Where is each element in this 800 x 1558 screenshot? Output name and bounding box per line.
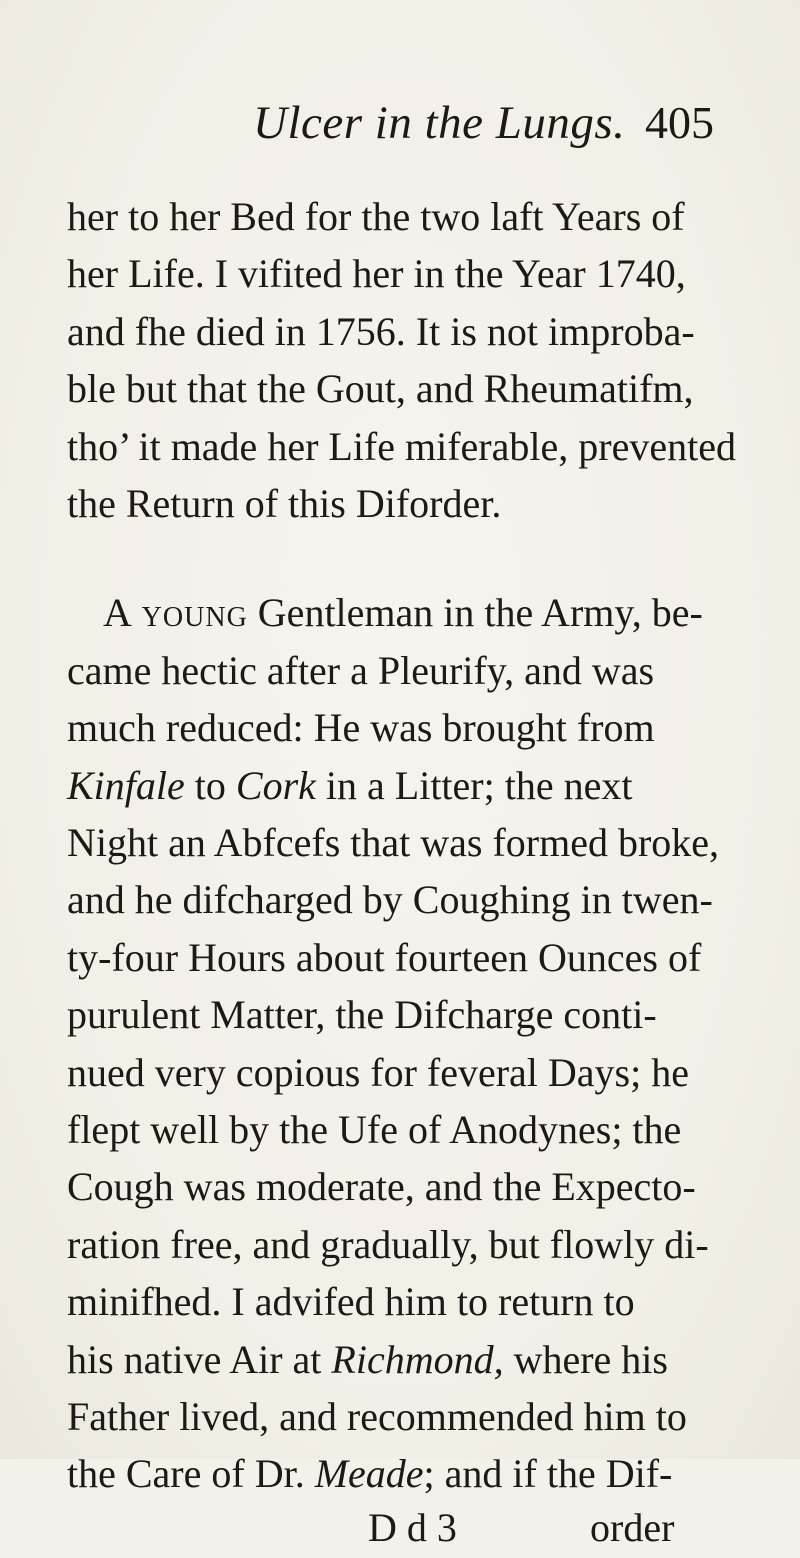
text-line: ration free, and gradually, but flowly di- xyxy=(67,1222,709,1267)
text-line: and he difcharged by Coughing in twen- xyxy=(67,877,713,922)
text-line: the Care of Dr. Meade; and if the Dif- xyxy=(67,1451,673,1496)
running-title: Ulcer in the Lungs. xyxy=(253,97,626,149)
page-header xyxy=(0,90,800,170)
text-line: the Return of this Diforder. xyxy=(67,481,502,526)
text-line: and fhe died in 1756. It is not improba- xyxy=(67,309,695,354)
page-footer xyxy=(0,1498,800,1558)
text-line: Cough was moderate, and the Expecto- xyxy=(67,1164,696,1209)
text-line: her to her Bed for the two laft Years of xyxy=(67,194,685,239)
catchword: order xyxy=(590,1505,675,1550)
proper-name: Richmond, xyxy=(331,1337,504,1382)
text-line: purulent Matter, the Difcharge conti- xyxy=(67,992,657,1037)
text-line: ty-four Hours about fourteen Ounces of xyxy=(67,935,702,980)
text-line xyxy=(0,583,800,643)
text-line: Kinfale to Cork in a Litter; the next xyxy=(67,763,633,808)
page-number: 405 xyxy=(645,97,714,148)
text-line: her Life. I vifited her in the Year 1740, xyxy=(67,251,686,296)
text-line: Night an Abfcefs that was formed broke, xyxy=(67,820,720,865)
paragraph-opening: A young Gentleman in the Army, be- xyxy=(103,590,703,635)
text-line: flept well by the Ufe of Anodynes; the xyxy=(67,1107,682,1152)
text-line: nued very copious for feveral Days; he xyxy=(67,1050,689,1095)
signature-mark: D d 3 xyxy=(368,1505,457,1550)
place-name: Kinfale xyxy=(67,763,185,808)
text-line: minifhed. I advifed him to return to xyxy=(67,1279,635,1324)
proper-name: Meade xyxy=(314,1451,424,1496)
text-line: ble but that the Gout, and Rheumatifm, xyxy=(67,366,694,411)
place-name: Cork xyxy=(235,763,316,808)
text-line: his native Air at Richmond, where his xyxy=(67,1337,668,1382)
text-line: Father lived, and recommended him to xyxy=(67,1394,687,1439)
text-line: much reduced: He was brought from xyxy=(67,705,655,750)
text-line: tho’ it made her Life miferable, prevented xyxy=(67,424,736,469)
text-line: came hectic after a Pleurify, and was xyxy=(67,648,655,693)
